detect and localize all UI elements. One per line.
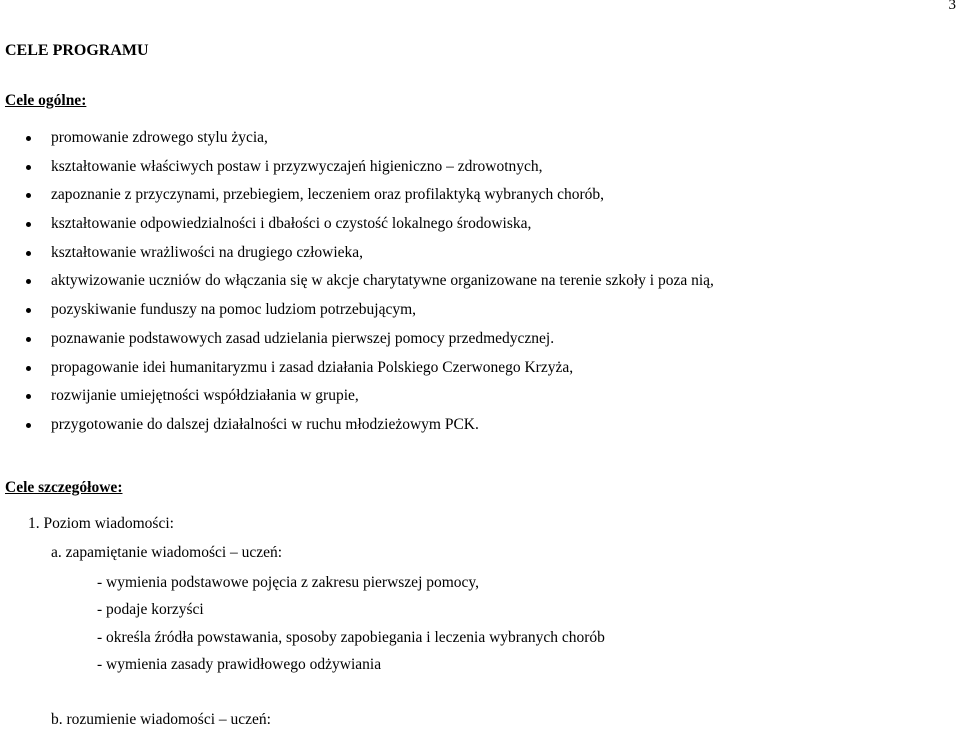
bullet-icon xyxy=(26,394,31,399)
bullet-icon xyxy=(26,423,31,428)
knowledge-level-heading: 1. Poziom wiadomości: xyxy=(28,515,174,532)
bullet-icon xyxy=(26,165,31,170)
list-item-text: aktywizowanie uczniów do włączania się w akcje charytatywne organizowane na terenie szkoły i poza nią, xyxy=(51,272,714,290)
list-item xyxy=(0,239,714,268)
list-item xyxy=(0,411,714,440)
list-item: - wymienia podstawowe pojęcia z zakresu pierwszej pomocy, xyxy=(97,574,480,591)
list-item xyxy=(0,153,714,182)
page-title: CELE PROGRAMU xyxy=(5,42,149,59)
list-item-text: propagowanie idei humanitaryzmu i zasad działania Polskiego Czerwonego Krzyża, xyxy=(51,358,574,376)
bullet-icon xyxy=(26,337,31,342)
list-item-text: zapoznanie z przyczynami, przebiegiem, leczeniem oraz profilaktyką wybranych chorób, xyxy=(51,186,604,204)
list-item xyxy=(0,267,714,296)
general-goals-heading: Cele ogólne: xyxy=(5,92,87,109)
list-item-text: kształtowanie odpowiedzialności i dbałości o czystość lokalnego środowiska, xyxy=(51,215,532,233)
understanding-subheading: b. rozumienie wiadomości – uczeń: xyxy=(51,711,271,728)
list-item-text: pozyskiwanie funduszy na pomoc ludziom potrzebującym, xyxy=(51,301,417,319)
list-item xyxy=(0,210,714,239)
bullet-icon xyxy=(26,308,31,313)
list-item: - podaje korzyści xyxy=(97,601,204,618)
bullet-icon xyxy=(26,193,31,198)
list-item xyxy=(0,325,714,354)
list-item xyxy=(0,296,714,325)
page-number: 3 xyxy=(948,0,956,13)
list-item-text: rozwijanie umiejętności współdziałania w grupie, xyxy=(51,387,359,405)
bullet-icon xyxy=(26,279,31,284)
list-item-text: poznawanie podstawowych zasad udzielania pierwszej pomocy przedmedycznej. xyxy=(51,329,555,347)
bullet-icon xyxy=(26,136,31,141)
bullet-icon xyxy=(26,366,31,371)
bullet-icon xyxy=(26,251,31,256)
list-item: - określa źródła powstawania, sposoby zapobiegania i leczenia wybranych chorób xyxy=(97,629,605,646)
list-item-text: promowanie zdrowego stylu życia, xyxy=(51,129,268,146)
list-item: - wymienia zasady prawidłowego odżywiania xyxy=(97,656,382,673)
list-item xyxy=(0,354,714,383)
bullet-icon xyxy=(26,222,31,227)
list-item-text: kształtowanie wrażliwości na drugiego człowieka, xyxy=(51,243,364,261)
specific-goals-heading: Cele szczegółowe: xyxy=(5,479,123,496)
list-item xyxy=(0,124,714,153)
memorization-subheading: a. zapamiętanie wiadomości – uczeń: xyxy=(51,544,283,561)
general-goals-list xyxy=(0,124,714,440)
list-item xyxy=(0,181,714,210)
list-item-text: przygotowanie do dalszej działalności w ruchu młodzieżowym PCK. xyxy=(51,415,479,433)
list-item-text: kształtowanie właściwych postaw i przyzwyczajeń higieniczno – zdrowotnych, xyxy=(51,157,543,175)
list-item xyxy=(0,382,714,411)
